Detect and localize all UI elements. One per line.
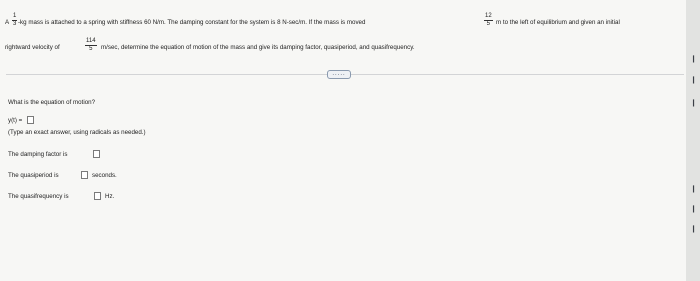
mass-fraction <box>12 13 17 28</box>
quasifrequency-label: The quasifrequency is <box>8 193 69 200</box>
mass-numerator: 1 <box>13 13 17 19</box>
problem-text-3: rightward velocity of <box>5 44 60 51</box>
problem-text-2: m to the left of equilibrium and given an initial <box>496 19 620 26</box>
problem-text-4: m/sec, determine the equation of motion of the mass and give its damping factor, quasiperiod, and quasifrequency. <box>101 44 415 51</box>
edge-mark: ▎ <box>693 187 698 193</box>
mass-denominator: 3 <box>13 21 17 27</box>
velocity-denominator: 5 <box>89 46 93 52</box>
quasiperiod-label: The quasiperiod is <box>8 172 59 179</box>
yt-label: y(t) = <box>8 117 23 124</box>
problem-prefix: A <box>5 19 10 26</box>
edge-mark: ▎ <box>693 101 698 107</box>
problem-text-1: -kg mass is attached to a spring with stiffness 60 N/m. The damping constant for the system is 8 N-sec/m. If the mass is moved <box>18 19 366 26</box>
answer-hint: (Type an exact answer, using radicals as needed.) <box>8 129 146 136</box>
edge-mark: ▎ <box>693 78 698 84</box>
viewer-edge <box>686 0 700 281</box>
quasifrequency-unit: Hz. <box>105 193 115 200</box>
edge-mark: ▎ <box>693 57 698 63</box>
displacement-fraction <box>484 13 493 28</box>
velocity-numerator: 114 <box>86 38 96 44</box>
quasifrequency-input[interactable] <box>94 192 101 200</box>
displacement-numerator: 12 <box>485 13 492 19</box>
quasiperiod-input[interactable] <box>81 171 88 179</box>
quasiperiod-unit: seconds. <box>92 172 117 179</box>
show-more-button[interactable]: ..... <box>327 70 351 79</box>
displacement-denominator: 5 <box>486 21 491 27</box>
edge-mark: ▎ <box>693 207 698 213</box>
question-prompt: What is the equation of motion? <box>8 99 96 106</box>
damping-factor-input[interactable] <box>93 150 100 158</box>
yt-answer-input[interactable] <box>27 116 34 124</box>
damping-factor-label: The damping factor is <box>8 151 68 158</box>
velocity-fraction <box>85 38 97 53</box>
edge-mark: ▎ <box>693 227 698 233</box>
